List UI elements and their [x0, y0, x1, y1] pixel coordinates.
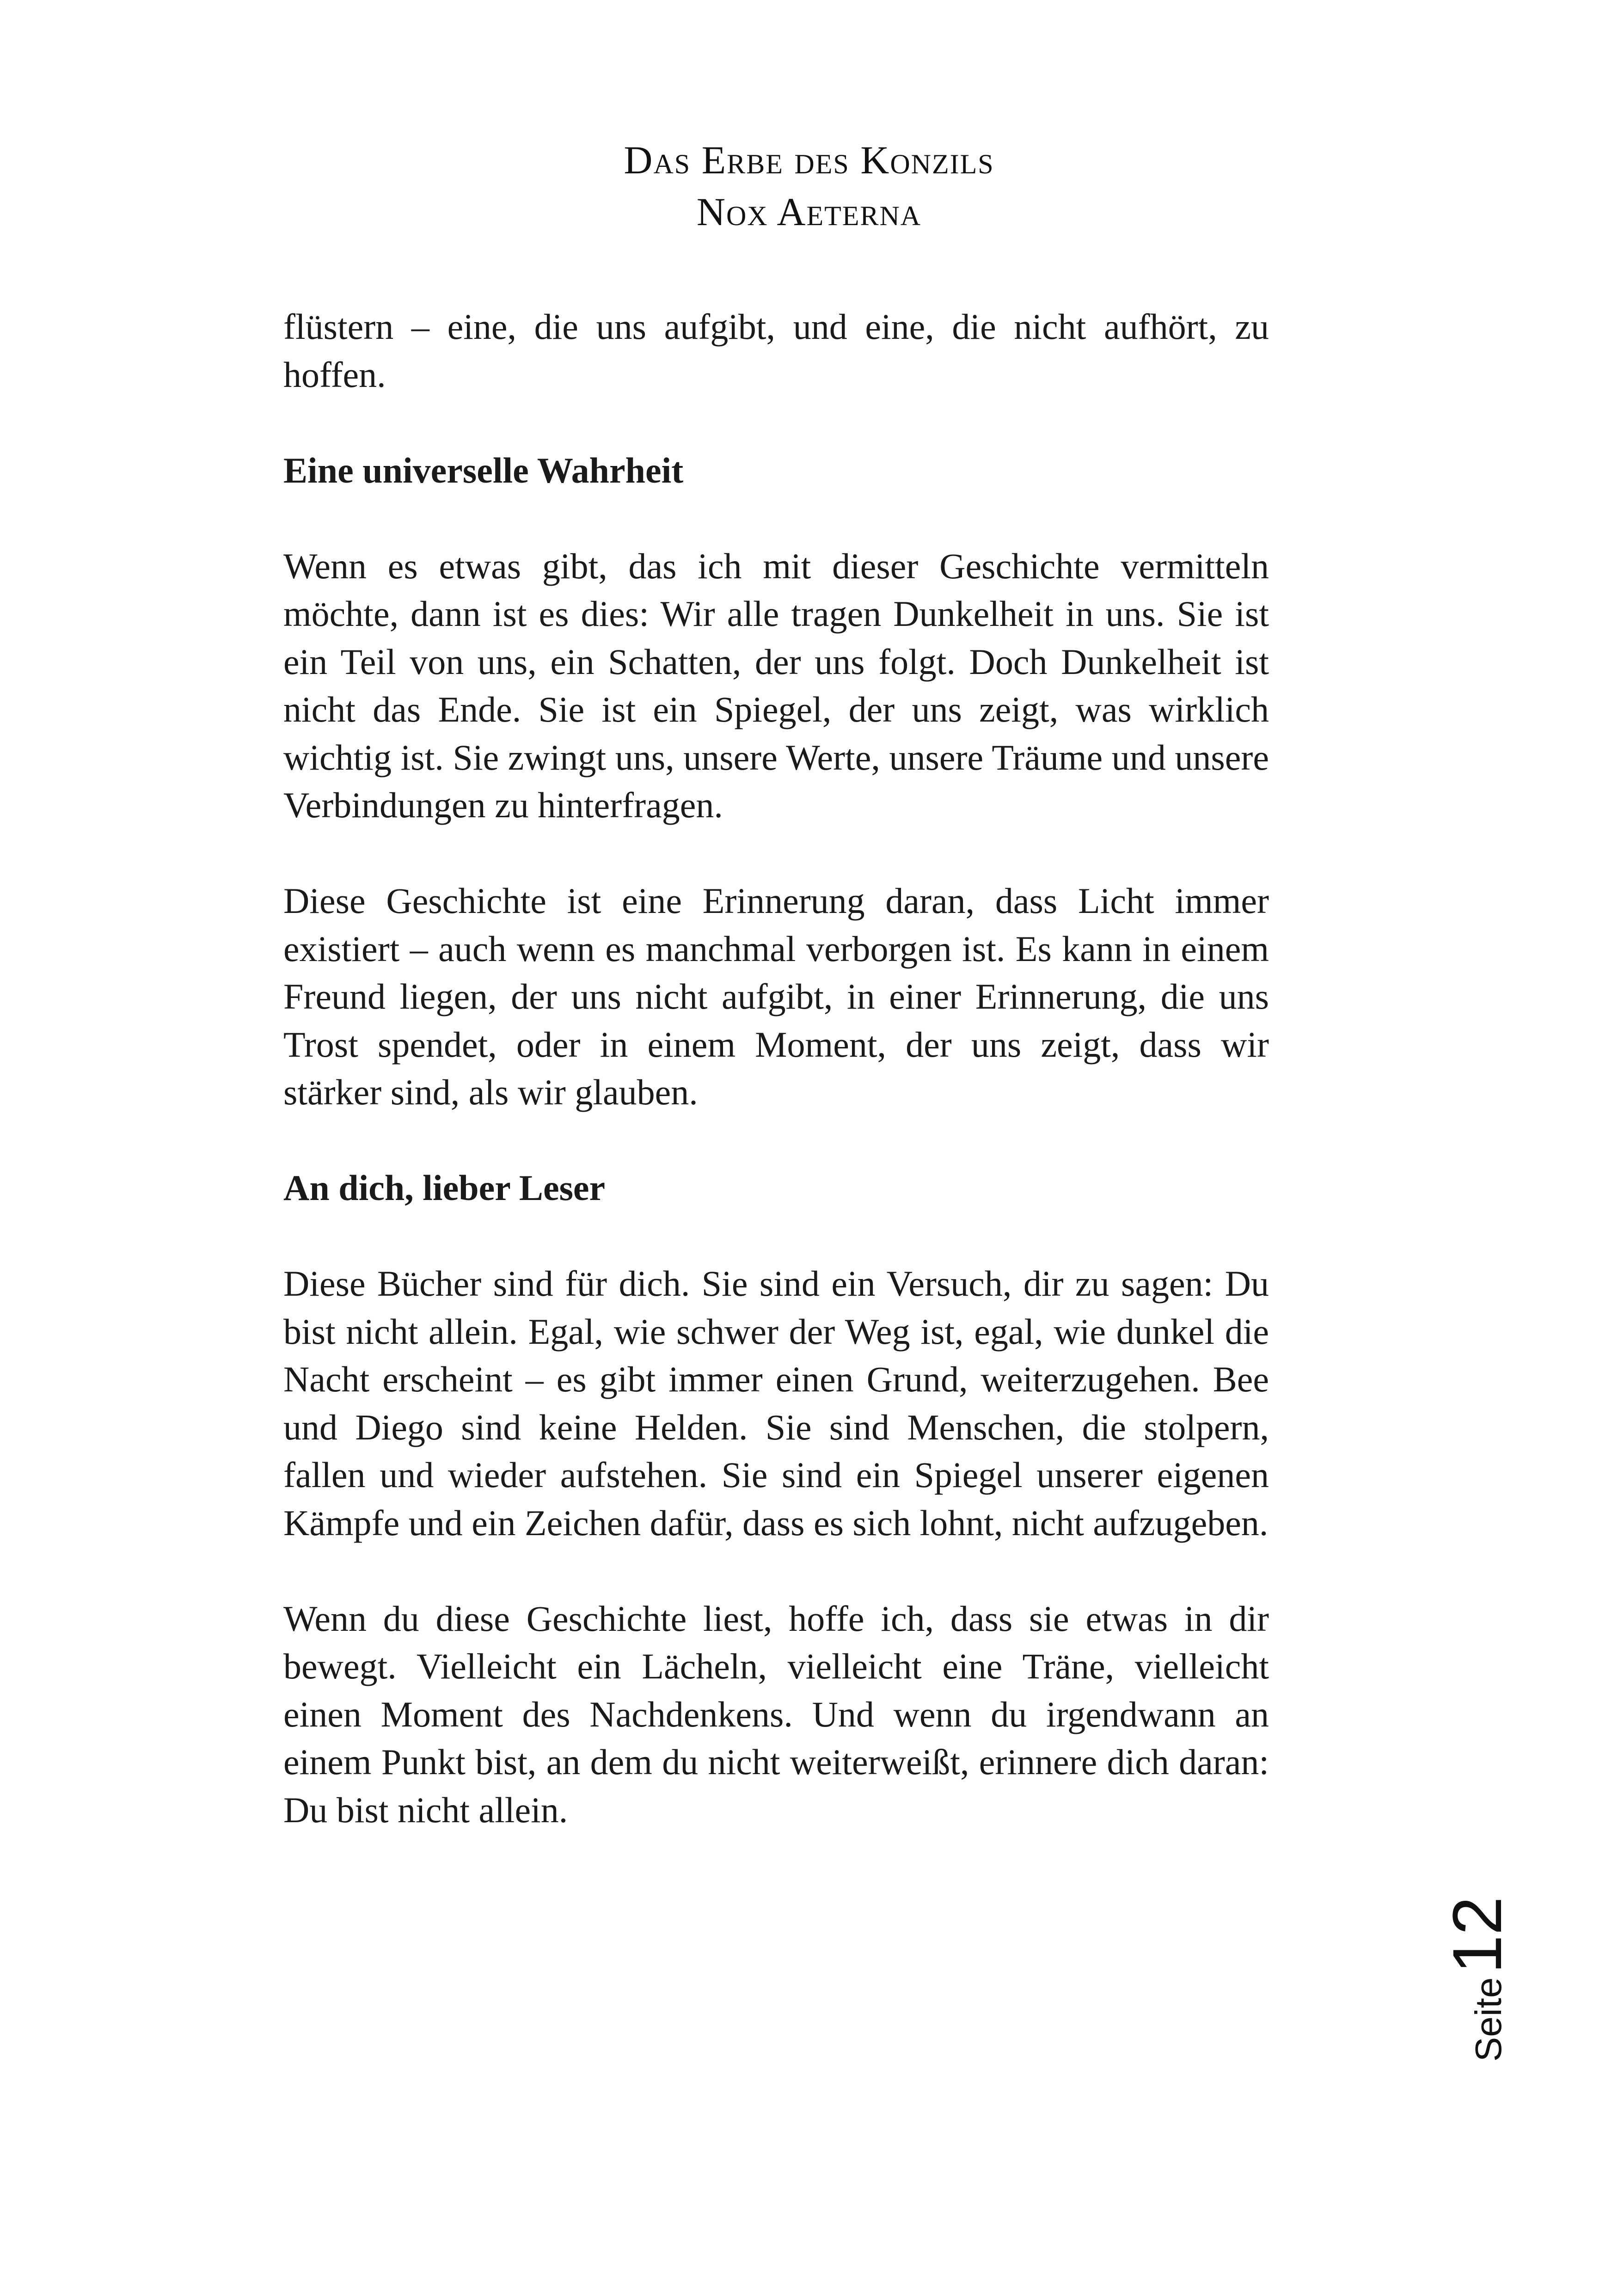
page-number: 12: [1438, 1896, 1516, 1974]
page-body: [283, 303, 1269, 1882]
paragraph: Diese Geschichte ist eine Erinnerung daran, dass Licht immer existiert – auch wenn es manchmal verborgen ist. Es kann in einem Freund liegen, der uns nicht aufgibt, in einer Erinnerung, die uns Trost spendet, oder in einem Moment, der uns zeigt, dass wir stärker sind, als wir glauben.: [283, 881, 1269, 1112]
book-title: Das Erbe des Konzils: [624, 138, 994, 182]
section-heading: Eine universelle Wahrheit: [283, 450, 684, 490]
paragraph: Wenn es etwas gibt, das ich mit dieser Geschichte vermitteln möchte, dann ist es dies: Wir alle tragen Dunkelheit in uns. Sie ist ein Teil von uns, ein Schatten, der uns folgt. Doch Dunkelheit ist nicht das Ende. Sie ist ein Spiegel, der uns zeigt, was wirklich wichtig ist. Sie zwingt uns, unsere Werte, unsere Träume und unsere Verbindungen zu hinterfragen.: [283, 545, 1269, 825]
paragraph: Wenn du diese Geschichte liest, hoffe ich, dass sie etwas in dir bewegt. Vielleicht ein Lächeln, vielleicht eine Träne, vielleicht einen Moment des Nachdenkens. Und wenn du irgendwann an einem Punkt bist, an dem du nicht weiterweißt, erinnere dich daran: Du bist nicht allein.: [283, 1598, 1269, 1830]
page-label: Seite: [1468, 1977, 1509, 2062]
page-number-block: [1368, 1858, 1553, 2062]
page-header: [0, 134, 1618, 238]
paragraph: flüstern – eine, die uns aufgibt, und eine, die nicht aufhört, zu hoffen.: [283, 306, 1269, 395]
book-subtitle: Nox Aeterna: [696, 190, 922, 234]
paragraph: Diese Bücher sind für dich. Sie sind ein Versuch, dir zu sagen: Du bist nicht allein. Egal, wie schwer der Weg ist, egal, wie dunkel die Nacht erscheint – es gibt immer einen Grund, weiterzugehen. Bee und Diego sind keine Helden. Sie sind Menschen, die stolpern, fallen und wieder aufstehen. Sie sind ein Spiegel unserer eigenen Kämpfe und ein Zeichen dafür, dass es sich lohnt, nicht aufzugeben.: [283, 1263, 1269, 1543]
page-number-rotated: [1438, 1896, 1516, 2062]
section-heading: An dich, lieber Leser: [283, 1168, 606, 1208]
